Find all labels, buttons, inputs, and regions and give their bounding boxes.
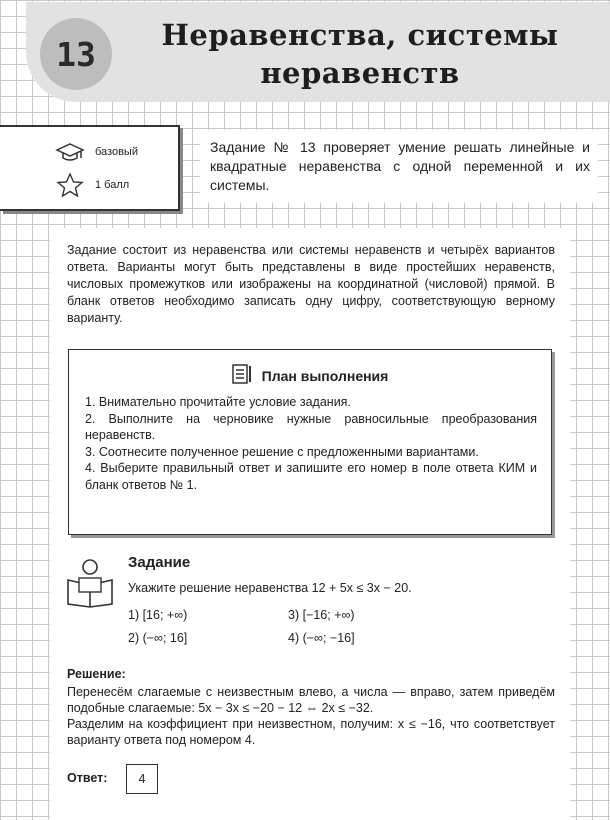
graduation-cap-icon <box>55 141 85 163</box>
difficulty-box <box>0 125 180 211</box>
title-line-2: неравенств <box>260 56 460 90</box>
intro-text: Задание № 13 проверяет умение решать линейные и квадратные неравенства с одной переменной и их системы. <box>200 130 598 203</box>
plan-item: 3. Соотнесите полученное решение с предложенными вариантами. <box>85 444 479 459</box>
option-2: 2) (−∞; 16] <box>128 631 188 645</box>
main-content <box>50 228 570 820</box>
level-row <box>55 141 138 163</box>
checklist-icon <box>232 364 254 387</box>
plan-box <box>68 349 552 535</box>
solution-paragraph-2: Разделим на коэффициент при неизвестном, получим: x ≤ −16, что соответствует варианту ответа под номером 4. <box>67 717 555 747</box>
page-title <box>132 16 588 92</box>
plan-header <box>69 364 551 387</box>
task-text: Укажите решение неравенства 12 + 5x ≤ 3x − 20. <box>128 581 412 595</box>
level-label: базовый <box>95 146 138 158</box>
solution-label: Решение: <box>67 667 126 681</box>
option-3: 3) [−16; +∞) <box>288 608 355 622</box>
plan-item: 2. Выполните на черновике нужные равносильные преобразования неравенств. <box>85 411 537 442</box>
option-4: 4) (−∞; −16] <box>288 631 355 645</box>
task-number-badge: 13 <box>40 18 112 90</box>
plan-item: 4. Выберите правильный ответ и запишите его номер в поле ответа КИМ и бланк ответов № 1. <box>85 461 537 492</box>
plan-title: План выполнения <box>261 367 389 384</box>
plan-list <box>85 394 537 493</box>
star-icon <box>55 173 85 197</box>
reading-person-icon <box>64 558 116 613</box>
solution-text <box>67 684 555 748</box>
points-label: 1 балл <box>95 179 130 191</box>
title-line-1: Неравенства, системы <box>161 18 559 52</box>
points-row <box>55 173 129 197</box>
solution-paragraph-1: Перенесём слагаемые с неизвестным влево, а числа — вправо, затем приведём подобные слагаемые: 5x − 3x ≤ −20 − 12 ⇔ 2x ≤ −32. <box>67 685 555 715</box>
plan-item: 1. Внимательно прочитайте условие задания. <box>85 395 351 409</box>
task-description: Задание состоит из неравенства или системы неравенств и четырёх вариантов ответа. Варианты могут быть представлены в виде простейших неравенств, числовых промежутков или изображены на координатной (числовой) прямой. В бланк ответов необходимо записать одну цифру, соответствующую верному варианту. <box>67 243 555 325</box>
option-1: 1) [16; +∞) <box>128 608 188 622</box>
answer-box: 4 <box>126 764 158 794</box>
task-heading: Задание <box>128 554 191 571</box>
answer-label: Ответ: <box>67 771 108 785</box>
